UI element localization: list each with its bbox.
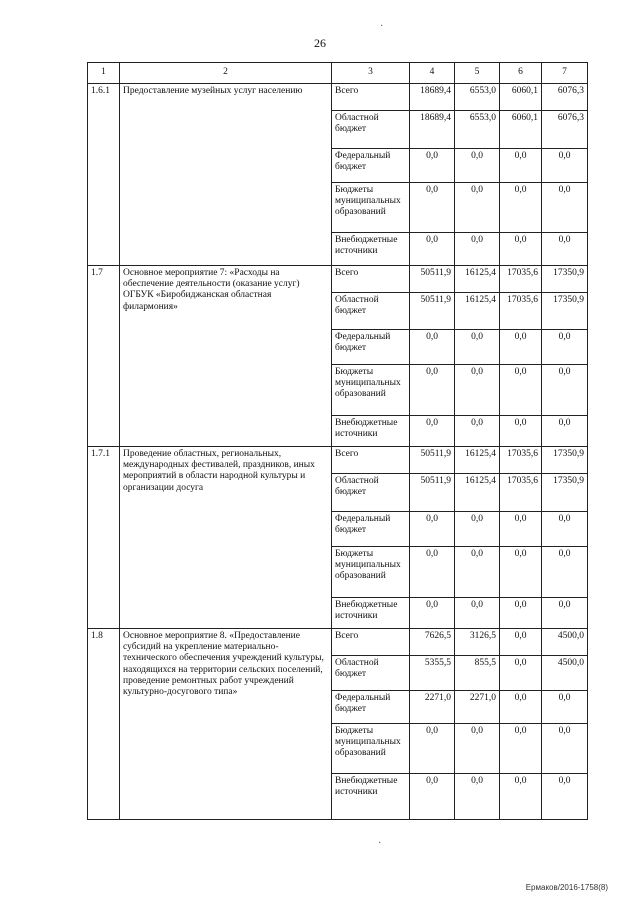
amount-cell: 6076,3 [542, 84, 588, 111]
amount-cell: 17035,6 [500, 266, 542, 293]
amount-cell: 0,0 [500, 183, 542, 233]
table-row [88, 84, 588, 111]
amount-cell: 0,0 [455, 724, 500, 774]
header-cell: 1 [88, 63, 120, 84]
amount-cell: 0,0 [542, 416, 588, 447]
amount-cell: 0,0 [410, 365, 455, 416]
amount-cell: 6553,0 [455, 84, 500, 111]
funding-source: Федеральный бюджет [332, 330, 410, 365]
amount-cell: 0,0 [410, 774, 455, 820]
row-code: 1.8 [88, 629, 120, 820]
amount-cell: 0,0 [542, 149, 588, 183]
amount-cell: 0,0 [410, 330, 455, 365]
amount-cell: 0,0 [542, 233, 588, 266]
amount-cell: 6076,3 [542, 111, 588, 149]
funding-source: Всего [332, 84, 410, 111]
header-row [88, 63, 588, 84]
amount-cell: 0,0 [455, 233, 500, 266]
measure-name: Основное мероприятие 7: «Расходы на обеспечение деятельности (оказание услуг) ОГБУК «Биробиджанская областная филармония» [120, 266, 332, 447]
header-cell: 7 [542, 63, 588, 84]
funding-source: Всего [332, 629, 410, 656]
amount-cell: 0,0 [500, 365, 542, 416]
amount-cell: 17350,9 [542, 293, 588, 330]
amount-cell: 0,0 [500, 330, 542, 365]
amount-cell: 17350,9 [542, 474, 588, 512]
funding-source: Федеральный бюджет [332, 512, 410, 547]
amount-cell: 0,0 [410, 724, 455, 774]
amount-cell: 0,0 [500, 149, 542, 183]
row-code: 1.6.1 [88, 84, 120, 266]
amount-cell: 0,0 [542, 330, 588, 365]
amount-cell: 0,0 [410, 183, 455, 233]
amount-cell: 0,0 [500, 547, 542, 598]
measure-name: Основное мероприятие 8. «Предоставление субсидий на укрепление материально-технического обеспечения учреждений культуры, находящихся на территории сельских поселений, проведение ремонтных работ учреждений культурно-досугового типа» [120, 629, 332, 820]
table-row [88, 447, 588, 474]
header-cell: 5 [455, 63, 500, 84]
amount-cell: 0,0 [455, 330, 500, 365]
amount-cell: 0,0 [500, 416, 542, 447]
document-code: Ермаков/2016-1758(8) [525, 883, 608, 892]
amount-cell: 0,0 [410, 233, 455, 266]
amount-cell: 0,0 [455, 183, 500, 233]
funding-source: Областной бюджет [332, 111, 410, 149]
funding-source: Федеральный бюджет [332, 691, 410, 724]
amount-cell: 3126,5 [455, 629, 500, 656]
funding-source: Внебюджетные источники [332, 598, 410, 629]
funding-source: Бюджеты муниципальных образований [332, 183, 410, 233]
funding-source: Федеральный бюджет [332, 149, 410, 183]
measure-name: Предоставление музейных услуг населению [120, 84, 332, 266]
amount-cell: 0,0 [455, 416, 500, 447]
amount-cell: 0,0 [500, 512, 542, 547]
funding-source: Всего [332, 266, 410, 293]
funding-source: Бюджеты муниципальных образований [332, 365, 410, 416]
amount-cell: 4500,0 [542, 629, 588, 656]
amount-cell: 0,0 [455, 774, 500, 820]
amount-cell: 0,0 [542, 598, 588, 629]
amount-cell: 50511,9 [410, 447, 455, 474]
amount-cell: 17350,9 [542, 447, 588, 474]
amount-cell: 17350,9 [542, 266, 588, 293]
amount-cell: 0,0 [455, 547, 500, 598]
amount-cell: 0,0 [542, 691, 588, 724]
amount-cell: 855,5 [455, 656, 500, 691]
funding-source: Внебюджетные источники [332, 416, 410, 447]
amount-cell: 0,0 [500, 724, 542, 774]
table-row [88, 266, 588, 293]
page-number: 26 [314, 36, 326, 50]
amount-cell: 2271,0 [410, 691, 455, 724]
amount-cell: 0,0 [455, 598, 500, 629]
amount-cell: 0,0 [500, 629, 542, 656]
amount-cell: 0,0 [500, 691, 542, 724]
amount-cell: 18689,4 [410, 84, 455, 111]
scan-mark: · [378, 838, 382, 849]
amount-cell: 17035,6 [500, 293, 542, 330]
amount-cell: 50511,9 [410, 293, 455, 330]
amount-cell: 6060,1 [500, 111, 542, 149]
table-body [88, 84, 588, 820]
funding-source: Всего [332, 447, 410, 474]
amount-cell: 0,0 [455, 365, 500, 416]
amount-cell: 50511,9 [410, 266, 455, 293]
amount-cell: 2271,0 [455, 691, 500, 724]
header-cell: 3 [332, 63, 410, 84]
amount-cell: 18689,4 [410, 111, 455, 149]
amount-cell: 16125,4 [455, 474, 500, 512]
amount-cell: 0,0 [500, 598, 542, 629]
amount-cell: 0,0 [410, 512, 455, 547]
funding-source: Областной бюджет [332, 293, 410, 330]
amount-cell: 50511,9 [410, 474, 455, 512]
header-cell: 4 [410, 63, 455, 84]
amount-cell: 6553,0 [455, 111, 500, 149]
amount-cell: 0,0 [542, 774, 588, 820]
table-row [88, 629, 588, 656]
funding-source: Бюджеты муниципальных образований [332, 724, 410, 774]
amount-cell: 16125,4 [455, 293, 500, 330]
amount-cell: 5355,5 [410, 656, 455, 691]
measure-name: Проведение областных, региональных, международных фестивалей, праздников, иных мероприятий в области народной культуры и организации досуга [120, 447, 332, 629]
amount-cell: 0,0 [410, 149, 455, 183]
budget-table [87, 62, 588, 820]
amount-cell: 17035,6 [500, 447, 542, 474]
amount-cell: 0,0 [500, 656, 542, 691]
amount-cell: 0,0 [542, 547, 588, 598]
amount-cell: 0,0 [410, 416, 455, 447]
amount-cell: 17035,6 [500, 474, 542, 512]
amount-cell: 0,0 [410, 598, 455, 629]
amount-cell: 16125,4 [455, 266, 500, 293]
amount-cell: 0,0 [542, 365, 588, 416]
amount-cell: 0,0 [542, 183, 588, 233]
amount-cell: 0,0 [542, 724, 588, 774]
amount-cell: 0,0 [500, 233, 542, 266]
funding-source: Внебюджетные источники [332, 774, 410, 820]
amount-cell: 4500,0 [542, 656, 588, 691]
amount-cell: 16125,4 [455, 447, 500, 474]
funding-source: Внебюджетные источники [332, 233, 410, 266]
header-cell: 2 [120, 63, 332, 84]
amount-cell: 7626,5 [410, 629, 455, 656]
amount-cell: 0,0 [500, 774, 542, 820]
row-code: 1.7.1 [88, 447, 120, 629]
amount-cell: 0,0 [455, 149, 500, 183]
funding-source: Областной бюджет [332, 474, 410, 512]
row-code: 1.7 [88, 266, 120, 447]
scan-mark: · [380, 21, 384, 32]
funding-source: Областной бюджет [332, 656, 410, 691]
funding-source: Бюджеты муниципальных образований [332, 547, 410, 598]
amount-cell: 0,0 [410, 547, 455, 598]
header-cell: 6 [500, 63, 542, 84]
amount-cell: 0,0 [455, 512, 500, 547]
amount-cell: 6060,1 [500, 84, 542, 111]
amount-cell: 0,0 [542, 512, 588, 547]
